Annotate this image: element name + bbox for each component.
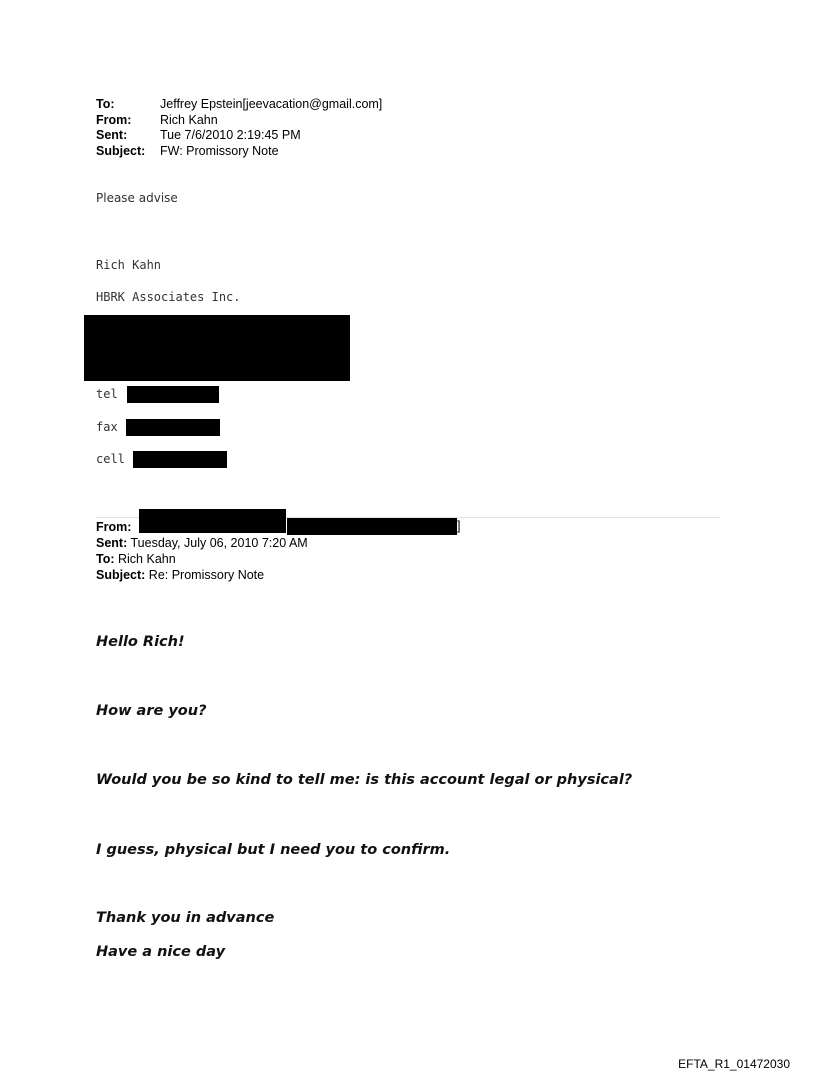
signature-cell-label: cell (96, 452, 125, 466)
header-sent-label: Sent: (96, 128, 128, 142)
message-closing: Have a nice day (96, 944, 226, 960)
forwarded-sent-label: Sent: (96, 536, 128, 550)
message-thanks: Thank you in advance (96, 910, 275, 926)
header-from-value: Rich Kahn (160, 112, 218, 127)
message-how-are-you: How are you? (96, 703, 207, 719)
redaction-from-email (287, 518, 457, 535)
forwarded-sent-value: Tuesday, July 06, 2010 7:20 AM (130, 536, 308, 550)
redaction-cell (133, 451, 227, 468)
message-guess: I guess, physical but I need you to confirm. (96, 842, 451, 858)
message-greeting: Hello Rich! (96, 634, 185, 650)
redaction-address-block (84, 315, 350, 381)
header-from-label: From: (96, 112, 132, 127)
signature-company: HBRK Associates Inc. (96, 290, 241, 304)
please-advise-text: Please advise (96, 191, 178, 205)
header-sent-row (96, 128, 382, 144)
email-header (96, 97, 382, 159)
redaction-from-name (139, 509, 286, 533)
forwarded-to-value: Rich Kahn (118, 552, 176, 566)
header-sent-value: Tue 7/6/2010 2:19:45 PM (160, 128, 301, 142)
signature-fax-label: fax (96, 420, 118, 434)
header-to-value: Jeffrey Epstein[jeevacation@gmail.com] (160, 97, 383, 111)
forwarded-sent-row (96, 535, 308, 551)
redaction-tel (127, 386, 219, 403)
header-subject-label: Subject: (96, 143, 146, 158)
header-to-label: To: (96, 97, 115, 111)
header-subject-value: FW: Promissory Note (160, 143, 279, 158)
document-id: EFTA_R1_01472030 (678, 1057, 790, 1071)
message-question: Would you be so kind to tell me: is this account legal or physical? (96, 772, 633, 788)
forwarded-subject-row (96, 567, 308, 583)
signature-name: Rich Kahn (96, 258, 162, 272)
forwarded-to-label: To: (96, 552, 115, 566)
redaction-fax (126, 419, 220, 436)
forwarded-from-bracket: ] (457, 519, 461, 533)
signature-tel-label: tel (96, 387, 118, 401)
header-subject-row (96, 144, 382, 160)
header-to-row (96, 97, 382, 113)
forwarded-to-row (96, 551, 308, 567)
forwarded-from-label: From: (96, 520, 132, 534)
forwarded-subject-value: Re: Promissory Note (148, 568, 265, 582)
forwarded-subject-label: Subject: (96, 568, 146, 582)
header-from-row (96, 113, 382, 129)
